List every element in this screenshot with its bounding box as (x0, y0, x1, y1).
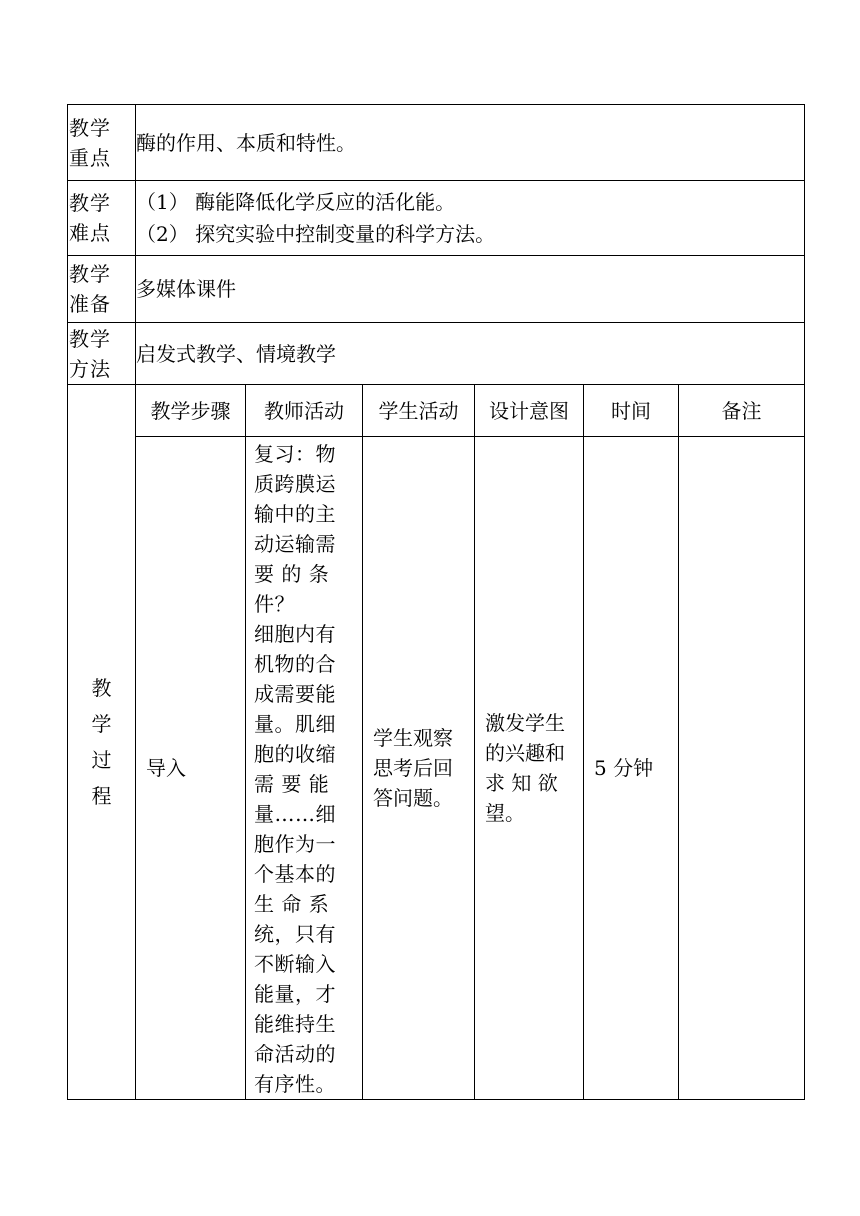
label-difficulties: 教学难点 (68, 181, 136, 256)
teacher-activity-line: 能量，才 (254, 982, 336, 1006)
row-difficulties (68, 181, 805, 256)
teacher-activity-line: 生 命 系 (254, 892, 330, 916)
notes-cell (679, 437, 805, 1100)
teacher-activity-line: 复习：物 (254, 442, 336, 466)
difficulty-item-1: （1） 酶能降低化学反应的活化能。 (136, 190, 456, 214)
header-student-activity: 学生活动 (363, 385, 475, 437)
row-process-header (68, 385, 805, 437)
header-step: 教学步骤 (136, 385, 246, 437)
row-preparation (68, 256, 805, 323)
design-intent-line: 望。 (485, 801, 525, 825)
label-preparation: 教学准备 (68, 256, 136, 323)
teacher-activity-line: 命活动的 (254, 1042, 336, 1066)
teacher-activity-cell (246, 437, 363, 1100)
row-methods (68, 323, 805, 385)
header-teacher-activity: 教师活动 (246, 385, 363, 437)
label-process: 教 学 过 程 (68, 385, 136, 1100)
design-intent-line: 求 知 欲 (485, 771, 558, 795)
student-activity-line: 思考后回 (373, 756, 453, 780)
student-activity-line: 学生观察 (373, 726, 453, 750)
student-activity-cell (363, 437, 475, 1100)
teacher-activity-line: 胞作为一 (254, 832, 336, 856)
difficulty-item-2: （2） 探究实验中控制变量的科学方法。 (136, 222, 496, 246)
header-time: 时间 (584, 385, 679, 437)
teacher-activity-line: 需 要 能 (254, 772, 330, 796)
design-intent-line: 的兴趣和 (485, 741, 565, 765)
teacher-activity-line: 个基本的 (254, 862, 336, 886)
teacher-activity-line: 要 的 条 (254, 562, 330, 586)
preparation-content: 多媒体课件 (136, 256, 805, 323)
row-process-intro (68, 437, 805, 1100)
label-key-points: 教学重点 (68, 105, 136, 181)
header-notes: 备注 (679, 385, 805, 437)
teacher-activity-line: 有序性。 (254, 1072, 336, 1096)
time-cell: 5 分钟 (584, 437, 679, 1100)
student-activity-text (373, 723, 474, 813)
teacher-activity-line: 不断输入 (254, 952, 336, 976)
difficulties-content (136, 181, 805, 256)
teacher-activity-line: 量……细 (254, 802, 336, 826)
teacher-activity-line: 细胞内有 (254, 622, 336, 646)
design-intent-line: 激发学生 (485, 711, 565, 735)
lesson-plan-table (67, 104, 805, 1100)
design-intent-text (485, 708, 583, 828)
key-points-content: 酶的作用、本质和特性。 (136, 105, 805, 181)
teacher-activity-line: 胞的收缩 (254, 742, 336, 766)
teacher-activity-line: 统，只有 (254, 922, 336, 946)
row-key-points (68, 105, 805, 181)
teacher-activity-line: 机物的合 (254, 652, 336, 676)
teacher-activity-text (254, 439, 354, 1099)
teacher-activity-line: 件？ (254, 592, 295, 616)
student-activity-line: 答问题。 (373, 786, 453, 810)
step-cell: 导入 (136, 437, 246, 1100)
teacher-activity-line: 质跨膜运 (254, 472, 336, 496)
teacher-activity-line: 输中的主 (254, 502, 336, 526)
teacher-activity-line: 量。肌细 (254, 712, 336, 736)
teacher-activity-line: 能维持生 (254, 1012, 336, 1036)
design-intent-cell (475, 437, 584, 1100)
teacher-activity-line: 动运输需 (254, 532, 336, 556)
methods-content: 启发式教学、情境教学 (136, 323, 805, 385)
header-design-intent: 设计意图 (475, 385, 584, 437)
label-methods: 教学方法 (68, 323, 136, 385)
teacher-activity-line: 成需要能 (254, 682, 336, 706)
